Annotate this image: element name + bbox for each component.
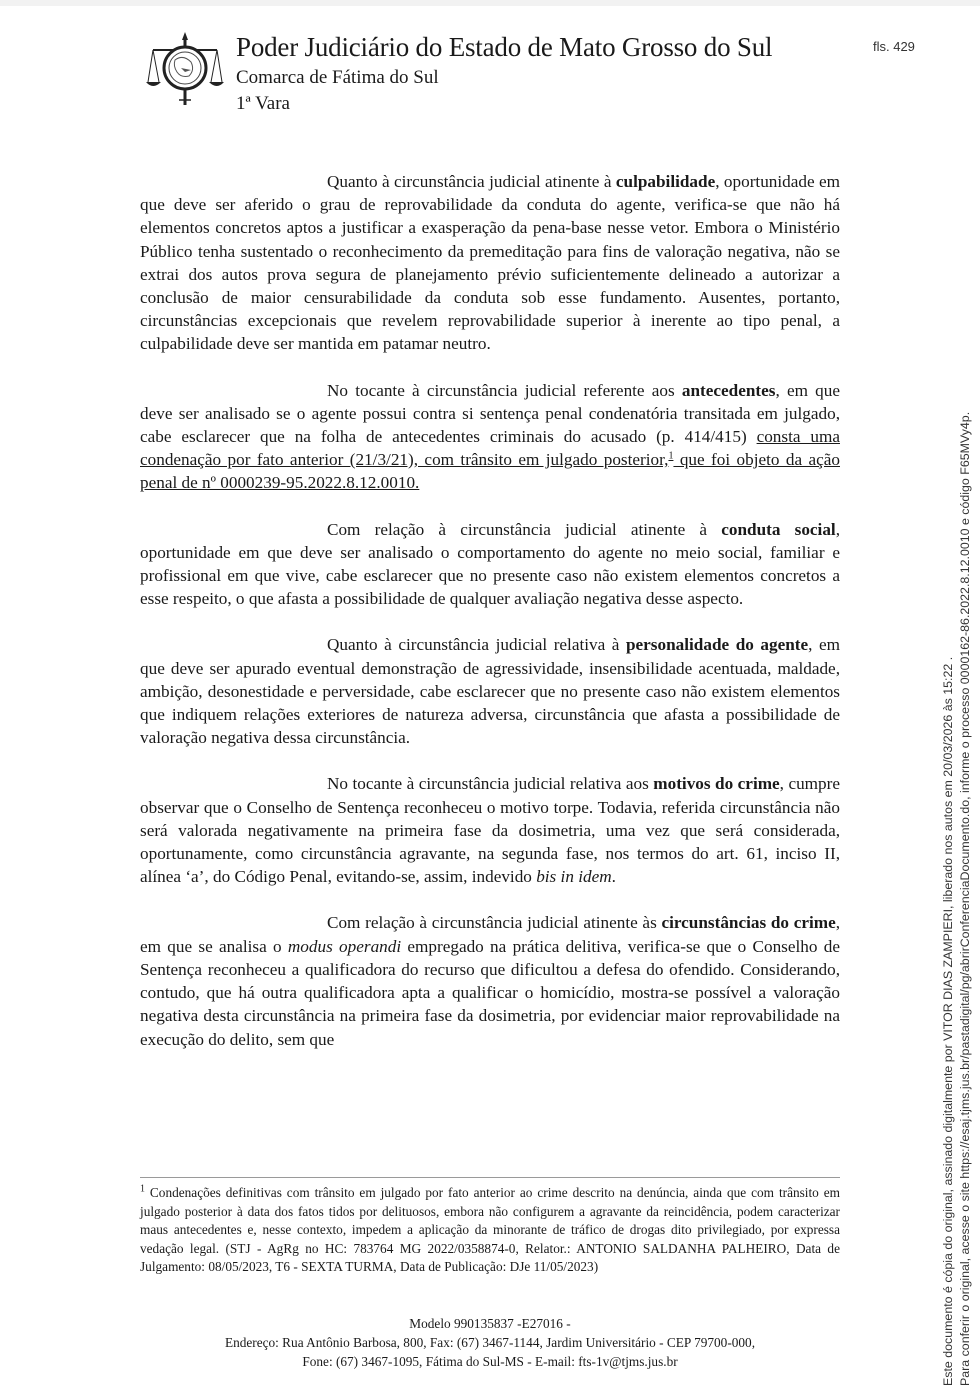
paragraph-keyword: culpabilidade (615, 172, 716, 191)
digital-signature-stamp (940, 10, 974, 1386)
paragraph-text: , em que se analisa o (140, 913, 840, 956)
paragraph-text: No tocante à circunstância judicial relativa aos (327, 774, 654, 794)
footer-address: Endereço: Rua Antônio Barbosa, 800, Fax: (67) 3467-1144, Jardim Universitário - CEP 79700-000, (224, 1335, 756, 1350)
paragraph-personalidade (140, 633, 840, 749)
paragraph-text: , oportunidade em que deve ser aferido o grau de reprovabilidade da conduta do agente, verifica-se que não há elementos concretos aptos a justificar a exasperação da pena-base nesse vetor. Embora o Ministério Público tenha sustentado o reconhecimento da premeditação para fins de valoração negativa, não se extrai dos autos prova segura de planejamento prévio suficientemente delineado a autorizar a conclusão de maior censurabilidade da conduta sob esse fundamento. Ausentes, portanto, circunstâncias excepcionais que revelem reprovabilidade superior à inerente ao tipo penal, a culpabilidade deve ser mantida em patamar neutro. (140, 172, 841, 354)
paragraph-text: , cumpre observar que o Conselho de Sentença reconheceu o motivo torpe. Todavia, referida circunstância não será valorada negativamente na primeira fase da dosimetria, uma vez que será considerada, oportunamente, como circunstância agravante, na segunda fase, nos termos do art. 61, inciso II, alínea ‘a’, do Código Penal, evitando-se, assim, indevido (140, 774, 840, 887)
paragraph-text: Com relação à circunstância judicial atinente às (327, 913, 662, 933)
paragraph-text: . (611, 867, 616, 887)
paragraph-text: Com relação à circunstância judicial atinente à (327, 519, 722, 539)
paragraph-antecedentes (140, 379, 840, 495)
paragraph-keyword: conduta social (721, 519, 836, 539)
paragraph-text: , oportunidade em que deve ser analisado o comportamento do agente no meio social, familiar e profissional em que vive, cabe esclarecer que no presente caso não existem elementos concretos a esse respeito, o que afasta a possibilidade de qualquer avaliação negativa desse aspecto. (140, 519, 840, 609)
paragraph-text: No tocante à circunstância judicial referente aos (327, 380, 682, 400)
viewer-top-strip (0, 0, 980, 6)
paragraph-keyword: antecedentes (681, 380, 776, 400)
underlined-text: que foi objeto da ação penal de nº 0000239-95.2022.8.12.0010. (140, 450, 840, 493)
footer-contact: Fone: (67) 3467-1095, Fátima do Sul-MS - E-mail: fts-1v@tjms.jus.br (302, 1354, 678, 1369)
page-number-label: fls. 429 (873, 39, 915, 54)
latin-term: modus operandi (287, 936, 402, 956)
paragraph-text: , em que deve ser apurado eventual demonstração de agressividade, insensibilidade acentuada, maldade, ambição, desonestidade e perversidade, cabe esclarecer que no presente caso não existem elementos que indiquem relações exteriores de natureza adversa, circunstância que afasta a possibilidade de valoração negativa dessa circunstância. (140, 635, 840, 748)
signature-stamp-line-1: Este documento é cópia do original, assinado digitalmente por VITOR DIAS ZAMPIERI, liberado nos autos em 20/03/2026 às 15:22 . (941, 656, 955, 1386)
paragraph-text: Quanto à circunstância judicial atinente à (327, 172, 616, 191)
footnote (140, 1184, 840, 1277)
footnote-text: Condenações definitivas com trânsito em julgado por fato anterior ao crime descrito na denúncia, ainda que com trânsito em julgado posterior à data dos fatos tidos por delituosos, embora não configurem a agravante da reincidência, podem caracterizar maus antecedentes e, nesse contexto, impedem a aplicação da minorante de tráfico de drogas dito privilegiado, por expressa vedação legal. (STJ - AgRg no HC: 783764 MG 2022/0358874-0, Relator.: ANTONIO SALDANHA PALHEIRO, Data de Julgamento: 08/05/2023, T6 - SEXTA TURMA, Data de Publicação: DJe 11/05/2023) (140, 1185, 840, 1275)
paragraph-circunstancias (140, 911, 840, 1050)
paragraph-conduta-social (140, 518, 840, 611)
paragraph-keyword: motivos do crime (653, 774, 780, 794)
latin-term: bis in idem (536, 867, 612, 887)
vara-subtitle: 1ª Vara (236, 93, 290, 114)
document-body (140, 170, 840, 1074)
footnote-separator (140, 1177, 840, 1178)
court-seal-scales-icon (145, 30, 225, 110)
comarca-subtitle: Comarca de Fátima do Sul (236, 67, 439, 88)
paragraph-text: , em que deve ser analisado se o agente possui contra si sentença penal condenatória transitada em julgado, cabe esclarecer que na folha de antecedentes criminais do acusado (p. 414/415) (140, 380, 840, 447)
paragraph-keyword: personalidade do agente (625, 635, 809, 655)
footer-model: Modelo 990135837 -E27016 - (409, 1316, 571, 1331)
footnote-number: 1 (140, 1183, 145, 1195)
court-name-title: Poder Judiciário do Estado de Mato Grosso do Sul (236, 32, 773, 62)
footnote-reference[interactable]: 1 (668, 450, 674, 462)
underlined-text: consta uma condenação por fato anterior (21/3/21), com trânsito em julgado posterior, (140, 427, 840, 470)
page-footer (140, 1314, 840, 1371)
signature-stamp-line-2[interactable]: Para conferir o original, acesse o site https://esaj.tjms.jus.br/pastadigital/pg/abrirConferenciaDocumento.do, informe o processo 0000162-86.2022.8.12.0010 e código F65MVy4p. (958, 411, 972, 1386)
paragraph-culpabilidade (140, 170, 840, 356)
paragraph-motivos (140, 772, 840, 888)
paragraph-text: empregado na prática delitiva, verifica-se que o Conselho de Sentença reconheceu a qualificadora do recurso que dificultou a defesa do ofendido. Considerando, contudo, que há outra qualificadora apta a qualificar o homicídio, mostra-se possível a valoração negativa desta circunstância na primeira fase da dosimetria, por evidenciar maior reprovabilidade na execução do delito, sem que (140, 936, 840, 1049)
paragraph-text: Quanto à circunstância judicial relativa à (327, 635, 626, 655)
paragraph-keyword: circunstâncias do crime (661, 913, 836, 933)
